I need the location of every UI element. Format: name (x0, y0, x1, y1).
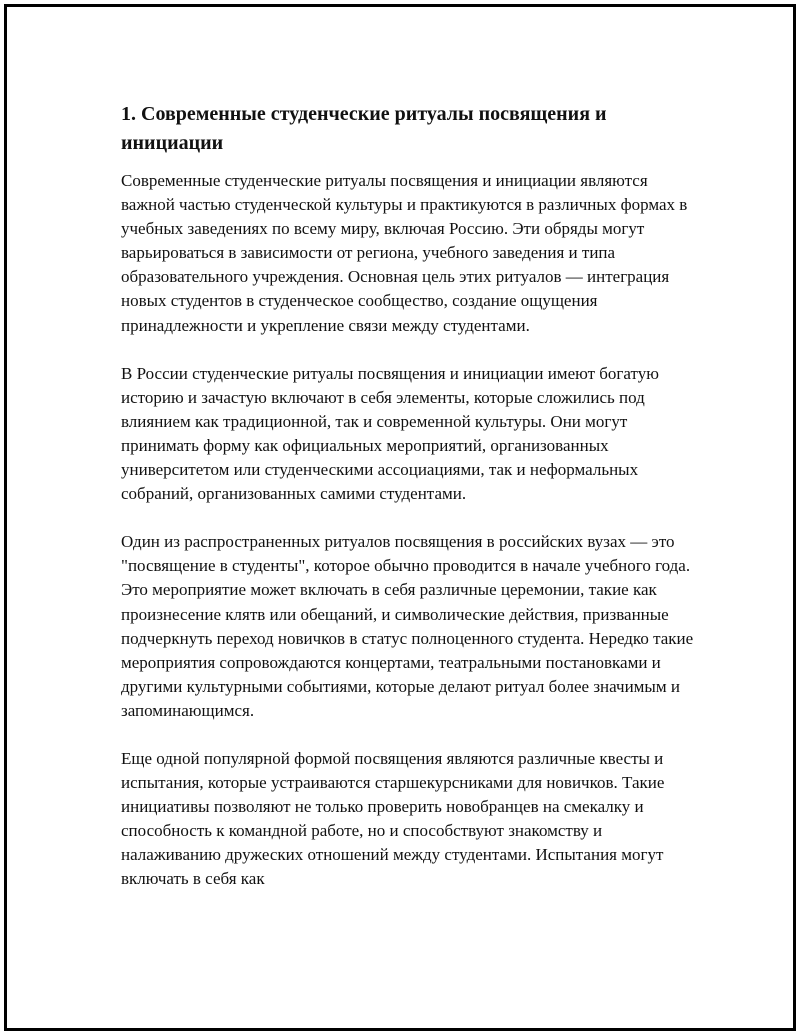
section-heading: 1. Современные студенческие ритуалы посвящения и инициации (121, 103, 607, 154)
page-frame (4, 4, 796, 1031)
paragraph-1: Современные студенческие ритуалы посвящения и инициации являются важной частью студенческой культуры и практикуются в различных формах в учебных заведениях по всему миру, включая Россию. Эти обряды могут варьироваться в зависимости от региона, учебного заведения и типа образовательного учреждения. Основная цель этих ритуалов — интеграция новых студентов в студенческое сообщество, создание ощущения принадлежности и укрепление связи между студентами. (121, 171, 688, 335)
paragraph-3: Один из распространенных ритуалов посвящения в российских вузах — это "посвящение в студенты", которое обычно проводится в начале учебного года. Это мероприятие может включать в себя различные церемонии, такие как произнесение клятв или обещаний, и символические действия, призванные подчеркнуть переход новичков в статус полноценного студента. Нередко такие мероприятия сопровождаются концертами, театральными постановками и другими культурными событиями, которые делают ритуал более значимым и запоминающимся. (121, 532, 694, 720)
document-body (121, 100, 701, 916)
paragraph-2: В России студенческие ритуалы посвящения и инициации имеют богатую историю и зачастую включают в себя элементы, которые сложились под влиянием как традиционной, так и современной культуры. Они могут принимать форму как официальных мероприятий, организованных университетом или студенческими ассоциациями, так и неформальных собраний, организованных самими студентами. (121, 363, 659, 504)
paragraph-4: Еще одной популярной формой посвящения являются различные квесты и испытания, которые устраиваются старшекурсниками для новичков. Такие инициативы позволяют не только проверить новобранцев на смекалку и способность к командной работе, но и способствуют знакомству и налаживанию дружеских отношений между студентами. Испытания могут включать в себя как (121, 748, 665, 889)
